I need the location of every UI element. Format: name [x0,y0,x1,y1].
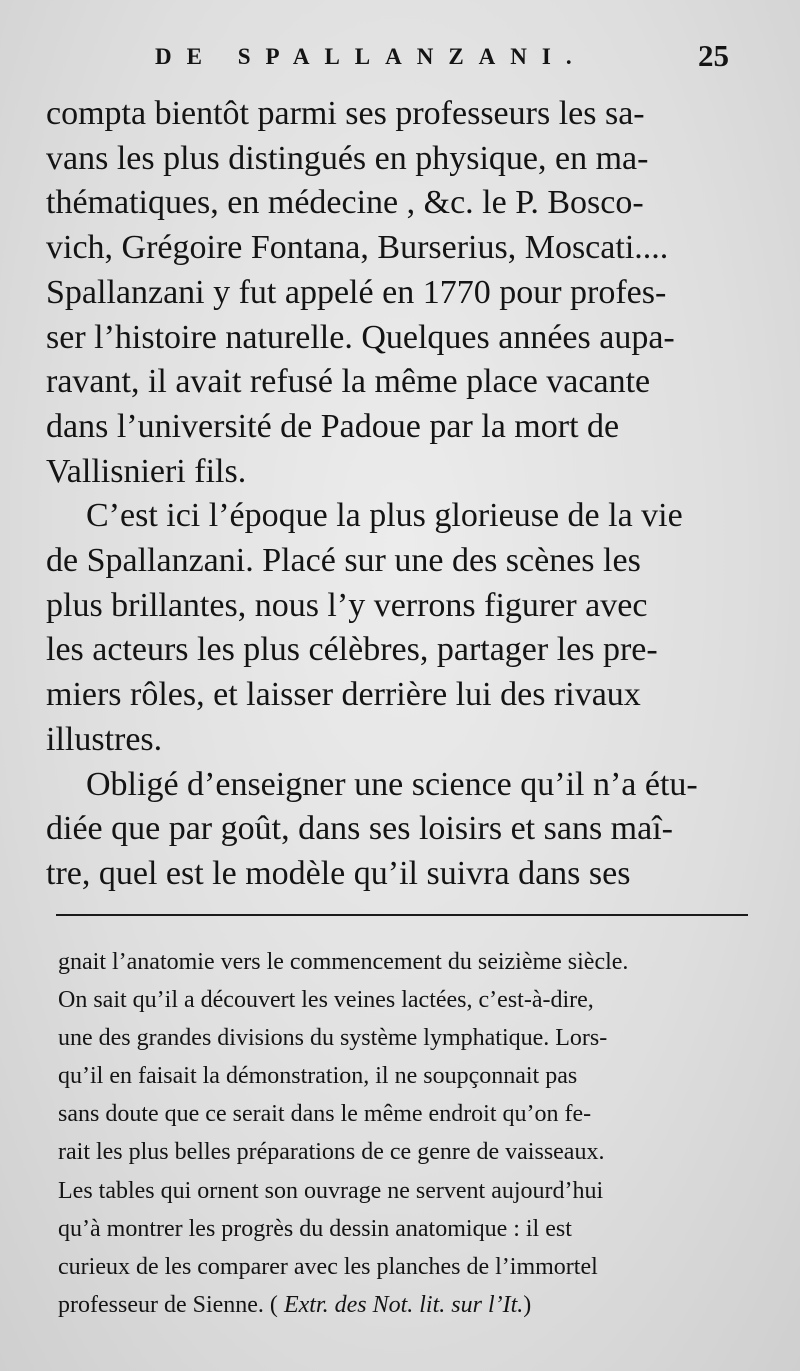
page-header [0,38,800,78]
running-title: DE SPALLANZANI. [155,44,587,69]
paragraph: Obligé d’enseigner une science qu’il n’a étu- diée que par goût, dans ses loisirs et sans maî- tre, quel est le modèle qu’il suivra dans ses [46,765,698,892]
footnote-divider [56,914,748,916]
footnote-closing: ) [523,1291,532,1318]
paragraph: C’est ici l’époque la plus glorieuse de la vie de Spallanzani. Placé sur une des scènes les plus brillantes, nous l’y verrons figurer avec les acteurs les plus célèbres, partager les pre- miers rôles, et laisser derrière lui des rivaux illustres. [46,497,683,758]
page-number: 25 [698,38,729,73]
footnote-text: gnait l’anatomie vers le commencement du seizième siècle. On sait qu’il a découvert les veines lactées, c’est-à-dire, une des grandes divisions du système lymphatique. Lors- qu’il en faisait la démonstration, il ne soupçonnait pas sans doute que ce serait dans le même endroit qu’on fe- rait les plus belles préparations de ce genre de vaisseaux. Les tables qui ornent son ouvrage ne servent aujourd’hui qu’à montrer les progrès du dessin anatomique : il est curieux de les comparer avec les planches de l’immortel professeur de Sienne. ( [58,949,629,1318]
footnote-citation: Extr. des Not. lit. sur l’It. [283,1291,524,1318]
paragraph-continued: compta bientôt parmi ses professeurs les sa- vans les plus distingués en physique, en ma- thématiques, en médecine , &c. le P. Bosco- vich, Grégoire Fontana, Burserius, Moscati.... Spallanzani y fut appelé en 1770 pour profes- ser l’histoire naturelle. Quelques années aupa- ravant, il avait refusé la même place vacante dans l’université de Padoue par la mort de Vallisnieri fils. [46,95,675,490]
main-text [46,92,752,897]
footnote [58,943,758,1324]
